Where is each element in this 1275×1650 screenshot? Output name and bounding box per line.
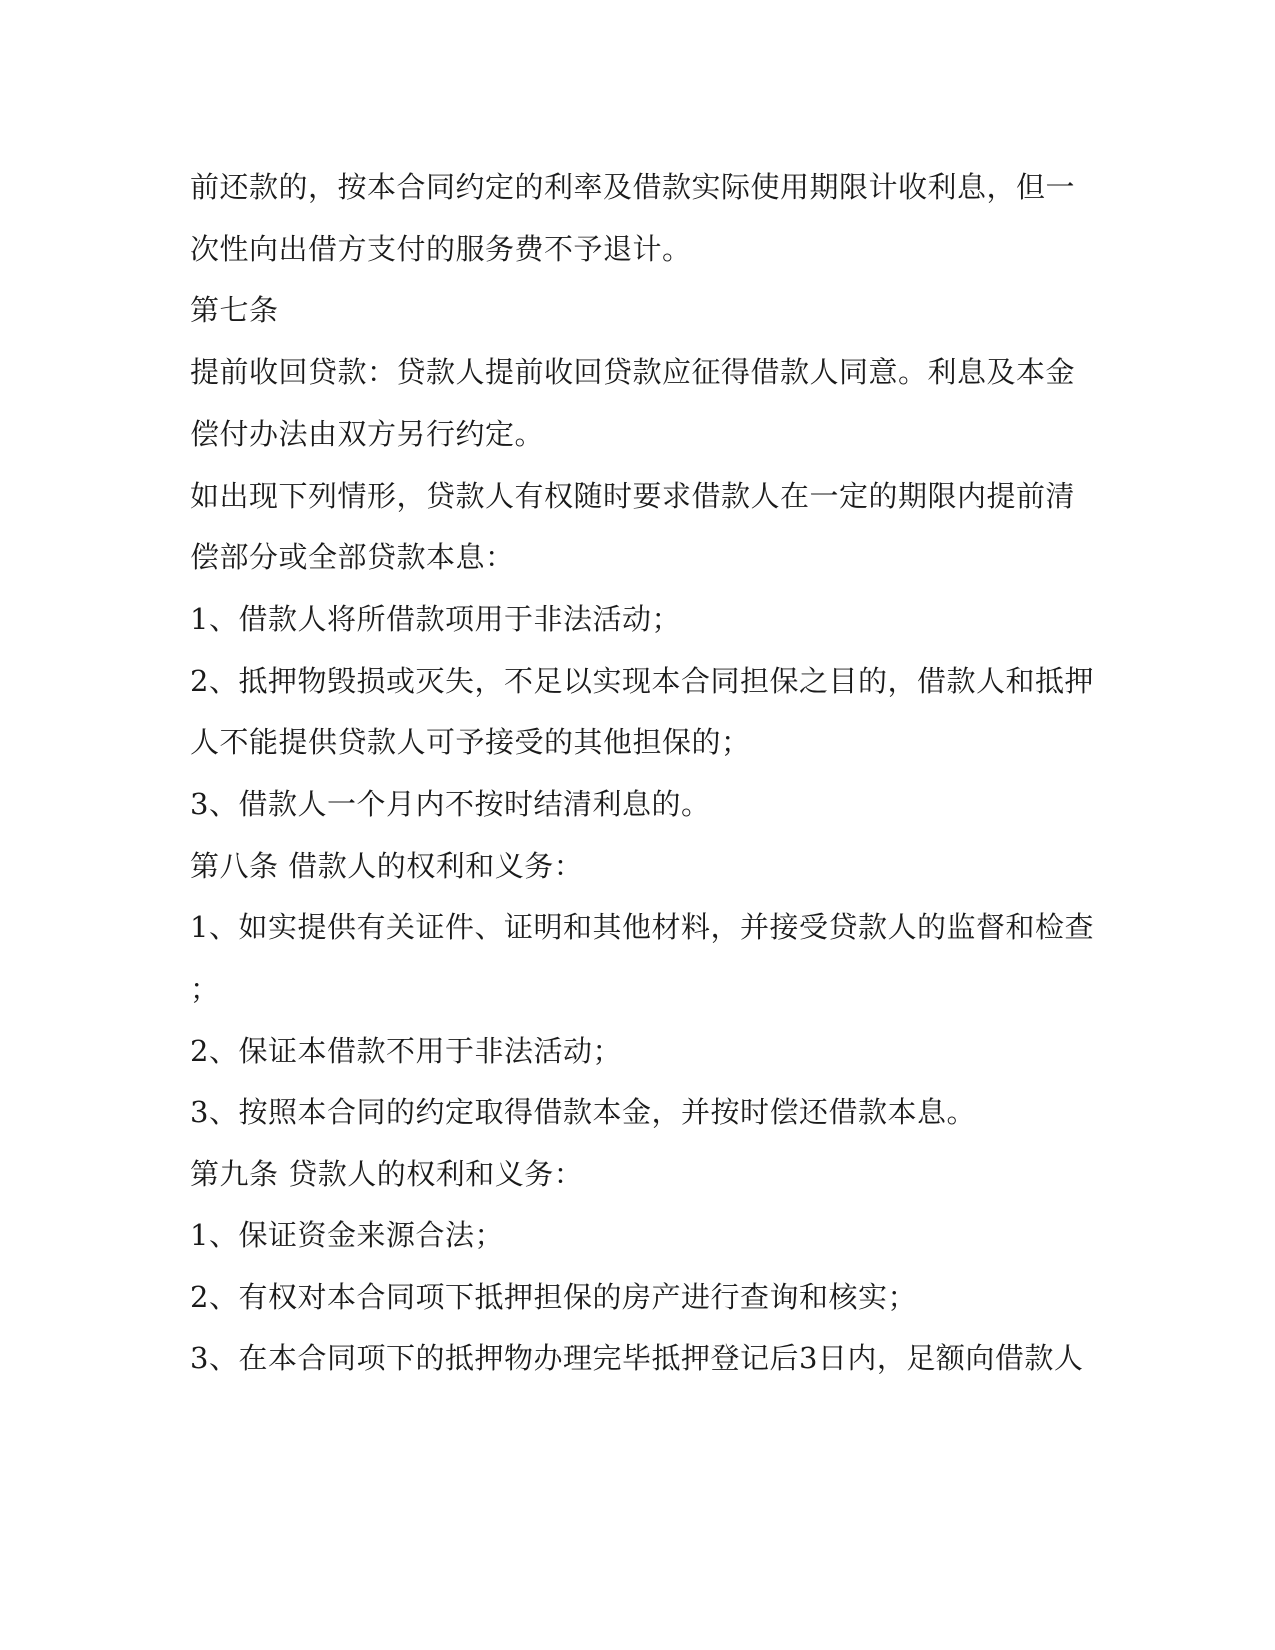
text-line: 次性向出借方支付的服务费不予退计。 [190, 232, 692, 266]
text-line: 人不能提供贷款人可予接受的其他担保的； [190, 725, 751, 759]
text-line: 前还款的，按本合同约定的利率及借款实际使用期限计收利息，但一 [190, 170, 1076, 204]
list-item: 3、在本合同项下的抵押物办理完毕抵押登记后3日内，足额向借款人 [190, 1341, 1084, 1375]
text-line: 提前收回贷款：贷款人提前收回贷款应征得借款人同意。利息及本金 [190, 355, 1076, 389]
text-line: 偿付办法由双方另行约定。 [190, 417, 545, 451]
list-item: 2、抵押物毁损或灭失，不足以实现本合同担保之目的，借款人和抵押 [190, 664, 1094, 698]
list-item: 1、保证资金来源合法； [190, 1218, 504, 1252]
list-item: 1、借款人将所借款项用于非法活动； [190, 602, 681, 636]
list-item: 3、借款人一个月内不按时结清利息的。 [190, 787, 711, 821]
text-line: 如出现下列情形，贷款人有权随时要求借款人在一定的期限内提前清 [190, 479, 1076, 513]
list-item: 2、有权对本合同项下抵押担保的房产进行查询和核实； [190, 1280, 917, 1314]
text-line: 偿部分或全部贷款本息： [190, 540, 515, 574]
section-heading: 第七条 [190, 293, 279, 327]
list-item: 3、按照本合同的约定取得借款本金，并按时偿还借款本息。 [190, 1095, 976, 1129]
text-line: ； [190, 972, 220, 1006]
section-heading: 第九条 贷款人的权利和义务： [190, 1157, 584, 1191]
list-item: 2、保证本借款不用于非法活动； [190, 1034, 622, 1068]
section-heading: 第八条 借款人的权利和义务： [190, 849, 584, 883]
list-item: 1、如实提供有关证件、证明和其他材料，并接受贷款人的监督和检查 [190, 910, 1094, 944]
